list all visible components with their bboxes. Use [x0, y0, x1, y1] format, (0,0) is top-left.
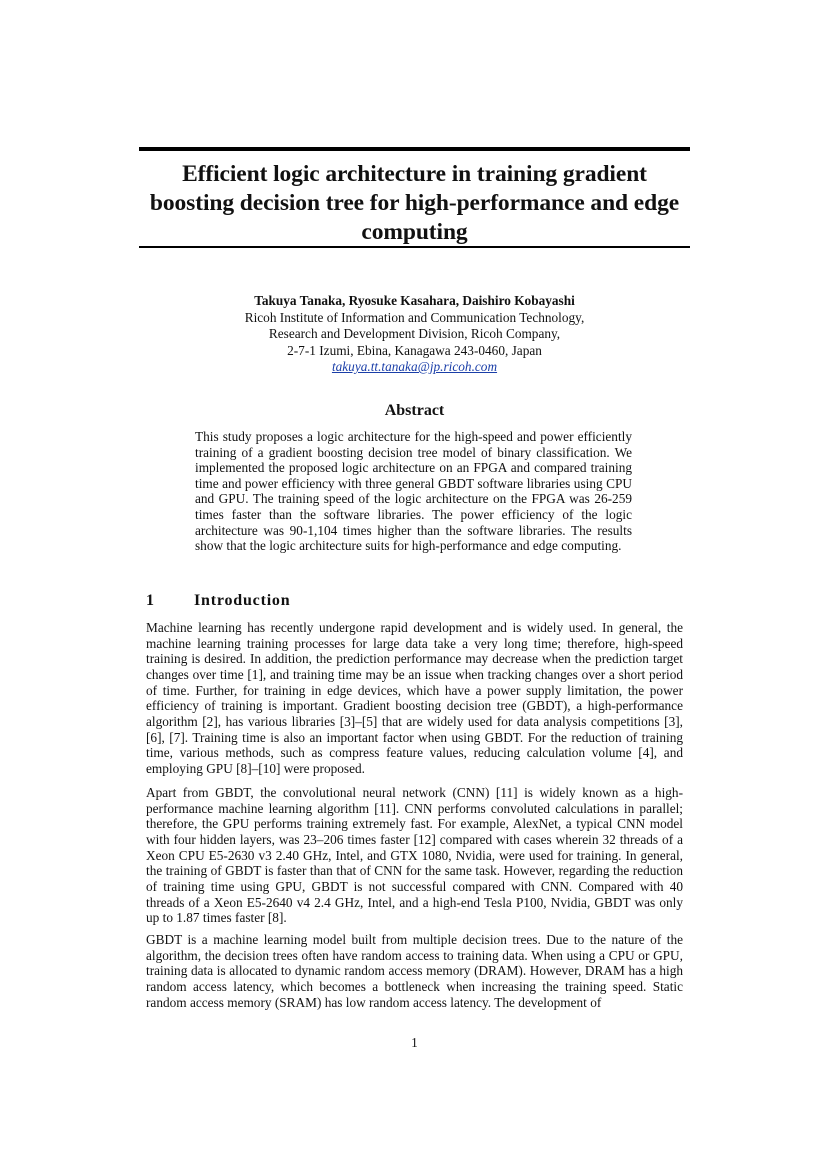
affiliation-line-1: Ricoh Institute of Information and Communication Technology, [244, 309, 585, 325]
address-line: 2-7-1 Izumi, Ebina, Kanagawa 243-0460, Japan [287, 342, 542, 358]
section-title: Introduction [194, 592, 291, 609]
affiliation-line-2: Research and Development Division, Ricoh Company, [268, 326, 561, 341]
paper-title: Efficient logic architecture in training gradient boosting decision tree for high-performance and edge computing [149, 161, 680, 245]
section-number: 1 [146, 592, 155, 609]
body-paragraph: GBDT is a machine learning model built from multiple decision trees. Due to the nature of the algorithm, the decision trees often have random access to training data. When using a CPU or GPU, training data is allocated to dynamic random access memory (DRAM). However, DRAM has a high random access latency, which becomes a bottleneck when increasing the training speed. Static random access memory (SRAM) has low random access latency. The development of [146, 932, 683, 1010]
title-top-rule [139, 147, 690, 151]
title-bottom-rule [139, 246, 690, 248]
body-paragraph: Machine learning has recently undergone rapid development and is widely used. In general, the machine learning training processes for large data take a very long time; therefore, high-speed training is desired. In addition, the prediction performance may decrease when the prediction target changes over time [1], and training time may be an issue when tracking changes over a short period of time. Further, for training in edge devices, which have a power supply limitation, the power efficiency of training is important. Gradient boosting decision tree (GBDT), a high-performance algorithm [2], has various libraries [3]–[5] that are widely used for data analysis competitions [3], [6], [7]. Training time is also an important factor when using GBDT. For the reduction of training time, various methods, such as compress feature values, reducing calculation volume [4], and employing GPU [8]–[10] were proposed. [146, 620, 683, 776]
author-names: Takuya Tanaka, Ryosuke Kasahara, Daishiro Kobayashi [254, 293, 575, 308]
author-email-link[interactable]: takuya.tt.tanaka@jp.ricoh.com [331, 359, 498, 374]
author-block [139, 293, 690, 376]
abstract-heading: Abstract [384, 402, 445, 419]
page-number: 1 [411, 1035, 418, 1050]
abstract-text: This study proposes a logic architecture for the high-speed and power efficiently training of a gradient boosting decision tree model of binary classification. We implemented the proposed logic architecture on an FPGA and compared training time and power efficiency with three general GBDT software libraries using CPU and GPU. The training speed of the logic architecture on the FPGA was 26-259 times faster than the software libraries. The power efficiency of the logic architecture was 90-1,104 times higher than the software libraries. The results show that the logic architecture suits for high-performance and edge computing. [195, 429, 632, 554]
body-paragraph: Apart from GBDT, the convolutional neural network (CNN) [11] is widely known as a high-performance machine learning algorithm [11]. CNN performs convoluted calculations in parallel; therefore, the GPU performs training extremely fast. For example, AlexNet, a typical CNN model with four hidden layers, was 23–206 times faster [12] compared with cases wherein 32 threads of a Xeon CPU E5-2630 v3 2.40 GHz, Intel, and GTX 1080, Nvidia, were used for training. In general, the training of GBDT is faster than that of CNN for the same task. However, regarding the reduction of training time using GPU, GBDT is not successful compared with CNN. Compared with 40 threads of a Xeon E5-2640 v4 2.4 GHz, Intel, and a high-end Tesla P100, Nvidia, GBDT was only up to 1.87 times faster [8]. [146, 785, 683, 926]
section-heading-introduction [146, 592, 290, 610]
